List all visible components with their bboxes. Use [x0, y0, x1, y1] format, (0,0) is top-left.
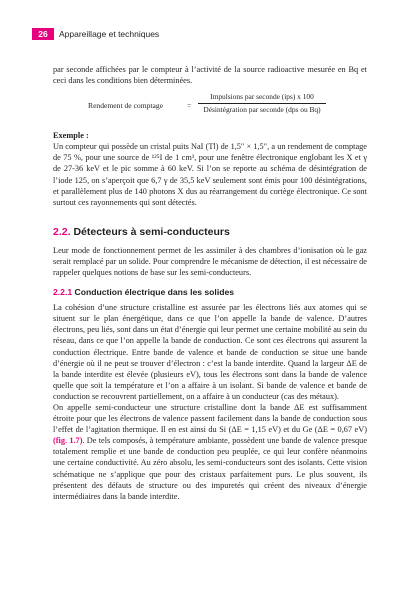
page-body	[53, 64, 367, 502]
example-paragraph: Un compteur qui possède un cristal puits NaI (Tl) de 1,5″ × 1,5″, a un rendement de comptage de 75 %, pour une source de ¹²⁵I de 1 cm³, pour une fenêtre électronique englobant les X et γ de 27-36 keV et le pic somme à 60 keV. Si l’on se reporte au schéma de désintégration de l’iode 125, on s’aperçoit que 6,7 γ de 35,5 keV seulement sont émis pour 100 désintégrations, et parallèlement plus de 140 photons X dus au réarrangement du cortège électronique. Ce sont surtout ces rayonnements qui sont détectés.	[53, 142, 367, 207]
section-paragraph: Leur mode de fonctionnement permet de les assimiler à des chambres d’ionisation où le gaz serait remplacé par un solide. Pour comprendre le mécanisme de détection, il est nécessaire de rappeler quelques notions de base sur les semi-conducteurs.	[53, 245, 367, 278]
subsection-heading	[53, 287, 367, 298]
counting-efficiency-formula	[53, 92, 367, 122]
formula-fraction	[198, 92, 326, 115]
page-number-badge: 26	[32, 28, 54, 40]
intro-paragraph: par seconde affichées par le compteur à l’activité de la source radioactive mesurée en Bq et ceci dans les conditions bien déterminées.	[53, 65, 367, 86]
formula-equals: =	[187, 101, 192, 111]
page-header	[0, 28, 400, 40]
section-number: 2.2.	[53, 225, 71, 238]
subsection-title: Conduction électrique dans les solides	[74, 287, 235, 298]
section-heading	[53, 226, 367, 239]
semiconductor-text-start: On appelle semi-conducteur une structure cristalline dont la bande ΔE est suffisamment étroite pour que les électrons de valence passent facilement dans la bande de conduction sous l’effet de l’agitation thermique. Il en est ainsi du Si (ΔE = 1,15 eV) et du Ge (ΔE = 0,67 eV)	[53, 402, 367, 435]
example-heading: Exemple :	[53, 131, 89, 141]
semiconductor-paragraph	[53, 402, 367, 502]
subsection-number: 2.2.1	[53, 287, 73, 298]
formula-denominator: Désintégration par seconde (dps ou Bq)	[203, 105, 321, 115]
running-head: Appareillage et techniques	[59, 29, 160, 39]
figure-reference-link[interactable]: (fig. 1.7)	[53, 436, 83, 446]
semiconductor-text-end: . De tels composés, à température ambiante, possèdent une bande de valence presque totalement remplie et une bande de conduction peu peuplée, ce qui leur confère néanmoins une certaine conductivité. Au zéro absolu, les semi-conducteurs sont des isolants. Cette vision schématique ne s’applique que pour des cristaux parfaitement purs. Le plus souvent, ils présentent des défauts de structure ou des impuretés qui créent des niveaux d’énergie intermédiaires dans la bande interdite.	[53, 436, 368, 501]
section-title: Détecteurs à semi-conducteurs	[73, 225, 230, 238]
formula-numerator: Impulsions par seconde (ips) x 100	[198, 92, 326, 104]
formula-lhs: Rendement de comptage	[88, 101, 164, 111]
conduction-paragraph: La cohésion d’une structure cristalline est assurée par les électrons liés aux atomes qui se situent sur le plan énergétique, dans ce que l’on appelle la bande de valence. D’autres électrons, peu liés, sont dans un état d’énergie qui leur permet une certaine mobilité au sein du réseau, dans ce que l’on appelle la bande de conduction. Ce sont ces électrons qui assurent la conduction électrique. Entre bande de valence et bande de conduction se situe une bande d’énergie où il ne peut se trouver d’électron : c’est la bande interdite. Quand la largeur ΔE de la bande interdite est élevée (plusieurs eV), tous les électrons sont dans la bande de valence quelle que soit la température et l’on a affaire à un isolant. Si bande de valence et bande de conduction se recouvrent partiellement, on a affaire à un conducteur (cas des métaux).	[53, 303, 367, 401]
